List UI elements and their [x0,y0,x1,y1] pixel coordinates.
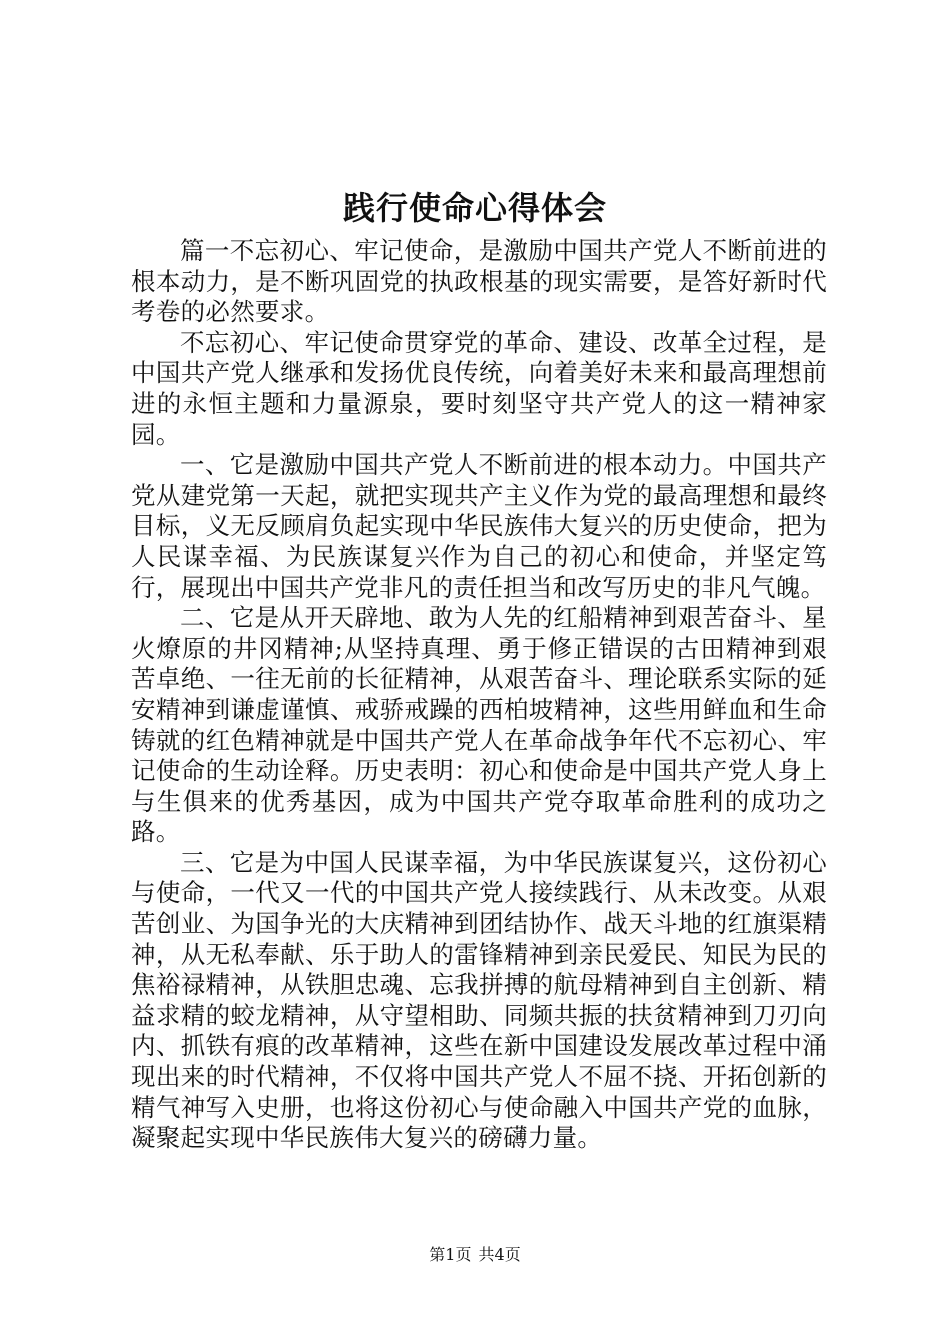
paragraph-intro: 篇一不忘初心、牢记使命，是激励中国共产党人不断前进的根本动力，是不断巩固党的执政根基的现实需要，是答好新时代考卷的必然要求。 [131,236,827,327]
paragraph-section-three: 三、它是为中国人民谋幸福，为中华民族谋复兴，这份初心与使命，一代又一代的中国共产党人接续践行、从未改变。从艰苦创业、为国争光的大庆精神到团结协作、战天斗地的红旗渠精神，从无私奉献、乐于助人的雷锋精神到亲民爱民、知民为民的焦裕禄精神，从铁胆忠魂、忘我拼搏的航母精神到自主创新、精益求精的蛟龙精神，从守望相助、同频共振的扶贫精神到刀刃向内、抓铁有痕的改革精神，这些在新中国建设发展改革过程中涌现出来的时代精神，不仅将中国共产党人不屈不挠、开拓创新的精气神写入史册，也将这份初心与使命融入中国共产党的血脉，凝聚起实现中华民族伟大复兴的磅礴力量。 [131,847,827,1153]
page-number-footer: 第1页 共4页 [429,1245,521,1264]
document-body [131,236,827,1154]
paragraph-section-one: 一、它是激励中国共产党人不断前进的根本动力。中国共产党从建党第一天起，就把实现共产主义作为党的最高理想和最终目标，义无反顾肩负起实现中华民族伟大复兴的历史使命，把为人民谋幸福、为民族谋复兴作为自己的初心和使命，并坚定笃行，展现出中国共产党非凡的责任担当和改写历史的非凡气魄。 [131,450,827,602]
document-title: 践行使命心得体会 [342,189,607,227]
paragraph-overview: 不忘初心、牢记使命贯穿党的革命、建设、改革全过程，是中国共产党人继承和发扬优良传统，向着美好未来和最高理想前进的永恒主题和力量源泉，要时刻坚守共产党人的这一精神家园。 [131,327,827,449]
paragraph-section-two: 二、它是从开天辟地、敢为人先的红船精神到艰苦奋斗、星火燎原的井冈精神;从坚持真理、勇于修正错误的古田精神到艰苦卓绝、一往无前的长征精神，从艰苦奋斗、理论联系实际的延安精神到谦虚谨慎、戒骄戒躁的西柏坡精神，这些用鲜血和生命铸就的红色精神就是中国共产党人在革命战争年代不忘初心、牢记使命的生动诠释。历史表明：初心和使命是中国共产党人身上与生俱来的优秀基因，成为中国共产党夺取革命胜利的成功之路。 [131,603,827,847]
